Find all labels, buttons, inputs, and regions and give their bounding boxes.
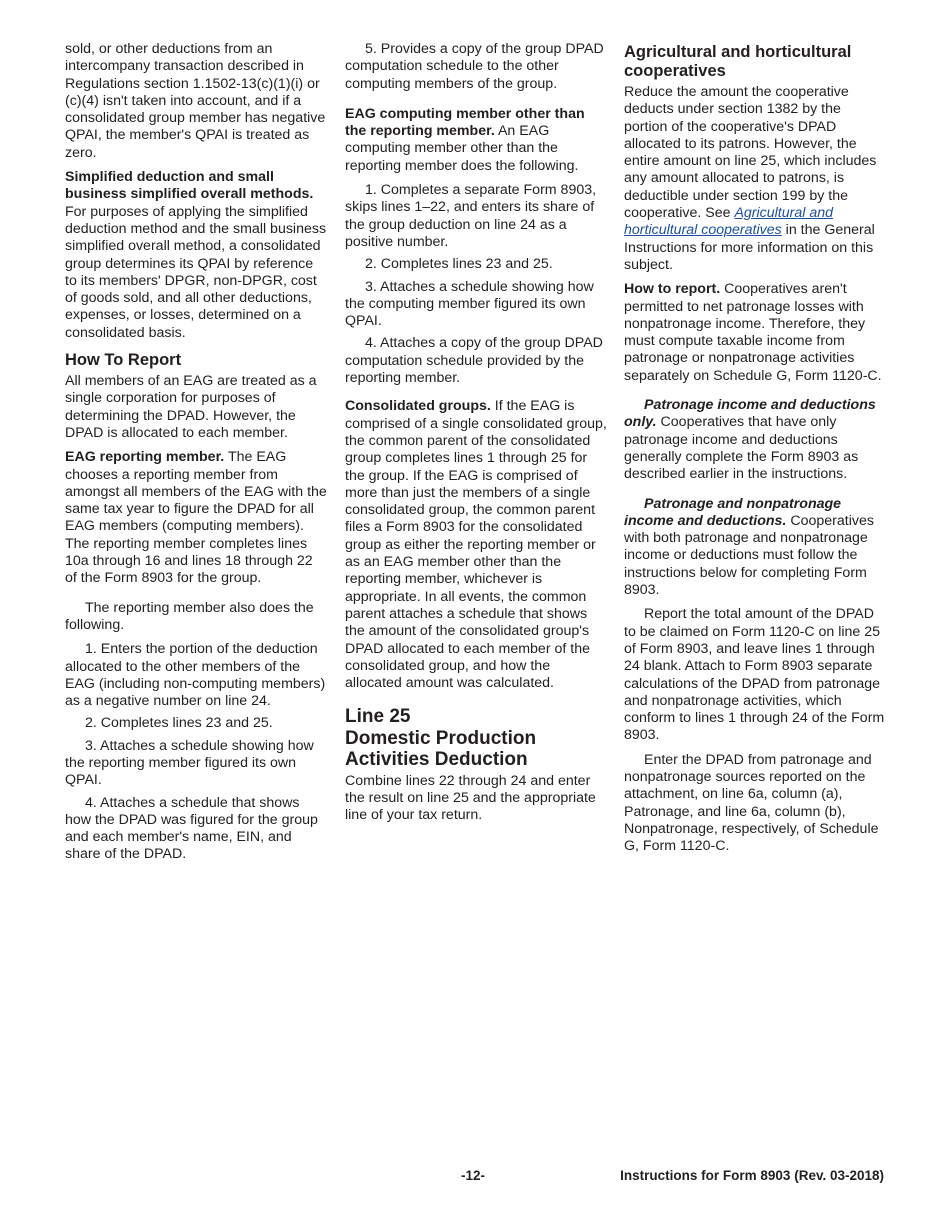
list-item: 4. Attaches a schedule that shows how the DPAD was figured for the group and each member's name, EIN, and share of the DPAD. [65, 794, 318, 863]
paragraph: Simplified deduction and small business simplified overall methods. For purposes of applying the simplified deduction method and the small business simplified overall method, a consolidated group determines its QPAI by reference to its members' DPGR, non-DPGR, cost of goods sold, and all other deductions, expenses, or losses, determined on a consolidated basis. [65, 169, 327, 341]
paragraph: EAG computing member other than the reporting member. An EAG computing member other than the reporting member does the following. [345, 105, 585, 174]
run-in-heading: Patronage and nonpatronage income and deductions. [624, 495, 842, 529]
paragraph: Patronage income and deductions only. Cooperatives that have only patronage income and deductions generally complete the Form 8903 as described earlier in the instructions. [624, 397, 876, 483]
section-heading: How To Report [65, 351, 182, 370]
paragraph: How to report. Cooperatives aren't permitted to net patronage losses with nonpatronage income. Therefore, they must compute taxable income from patronage or nonpatronage activities separately on Schedule G, Form 1120-C. [624, 281, 882, 384]
run-in-heading: EAG computing member other than the reporting member. [345, 105, 585, 140]
column-2 [345, 41, 607, 832]
agricultural-cooperatives-link[interactable]: Agricultural and horticultural cooperatives [624, 205, 834, 239]
paragraph: Combine lines 22 through 24 and enter the result on line 25 and the appropriate line of your tax return. [345, 772, 596, 824]
list-item: 3. Attaches a schedule showing how the reporting member figured its own QPAI. [65, 737, 314, 789]
run-in-heading: Simplified deduction and small business simplified overall methods. [65, 169, 314, 203]
run-in-heading: Consolidated groups. [345, 398, 491, 415]
run-in-heading: Patronage income and deductions only. [624, 397, 876, 431]
column-1 [65, 41, 327, 869]
section-heading: Agricultural and horticultural cooperatives [624, 43, 852, 80]
column-3 [624, 41, 886, 862]
run-in-heading: How to report. [624, 281, 721, 298]
paragraph: Reduce the amount the cooperative deducts under section 1382 by the portion of the cooperative's DPAD allocated to its patrons. However, the entire amount on line 25, which includes any amount allocated to patrons, is deductible under section 199 by the cooperative. See Agricultural and horticultural cooperatives in the General Instructions for more information on this subject. [624, 84, 877, 273]
list-item: 3. Attaches a schedule showing how the computing member figured its own QPAI. [345, 278, 594, 330]
paragraph: Report the total amount of the DPAD to be claimed on Form 1120-C on line 25 of Form 8903, and leave lines 1 through 24 blank. Attach to Form 8903 separate calculations of the DPAD from patronage and nonpatronage activities, which conform to lines 1 through 24 of the Form 8903. [624, 606, 885, 744]
document-title: Instructions for Form 8903 (Rev. 03-2018) [620, 1168, 884, 1183]
paragraph: sold, or other deductions from an intercompany transaction described in Regulations section 1.1502-13(c)(1)(i) or (c)(4) isn't taken into account, and if a consolidated group member has negative QPAI, the member's QPAI is treated as zero. [65, 41, 326, 161]
paragraph: All members of an EAG are treated as a single corporation for purposes of determining the DPAD. However, the DPAD is allocated to each member. [65, 373, 317, 441]
list-item: 4. Attaches a copy of the group DPAD computation schedule provided by the reporting member. [345, 335, 603, 387]
run-in-heading: EAG reporting member. [65, 449, 225, 466]
list-item: 2. Completes lines 23 and 25. [85, 715, 273, 732]
paragraph: Enter the DPAD from patronage and nonpatronage sources reported on the attachment, on line 6a, column (a), Patronage, and line 6a, column (b), Nonpatronage, respectively, of Schedule G, Form 1120-C. [624, 751, 879, 855]
paragraph: EAG reporting member. The EAG chooses a reporting member from amongst all members of the EAG with the same tax year to figure the DPAD for all EAG members (computing members). The reporting member completes lines 10a through 16 and lines 18 through 22 of the Form 8903 for the group. [65, 449, 327, 587]
paragraph: Consolidated groups. If the EAG is comprised of a single consolidated group, the common parent of the consolidated group completes lines 1 through 25 for the group. If the EAG is comprised of more than just the members of a single consolidated group, the common parent files a Form 8903 for the consolidated group as either the reporting member or as an EAG member other than the reporting member, whichever is appropriate. In all events, the common parent attaches a schedule that shows the amount of the consolidated group's DPAD allocated to each member of the consolidated group, and how the allocated amount was calculated. [345, 398, 607, 692]
page-number: -12- [461, 1168, 486, 1183]
list-item: 1. Completes a separate Form 8903, skips lines 1–22, and enters its share of the group deduction on line 24 as a positive number. [345, 182, 597, 250]
list-item: 2. Completes lines 23 and 25. [365, 256, 553, 273]
list-item: 5. Provides a copy of the group DPAD computation schedule to the other computing members of the group. [345, 41, 604, 92]
line-25-heading: Line 25 Domestic Production Activities Deduction [345, 706, 537, 771]
paragraph: Patronage and nonpatronage income and deductions. Cooperatives with both patronage and nonpatronage income or deductions must follow the instructions below for completing Form 8903. [624, 495, 874, 599]
list-item: 1. Enters the portion of the deduction allocated to the other members of the EAG (including non-computing members) as a negative number on line 24. [65, 641, 326, 710]
paragraph: The reporting member also does the following. [65, 599, 314, 633]
